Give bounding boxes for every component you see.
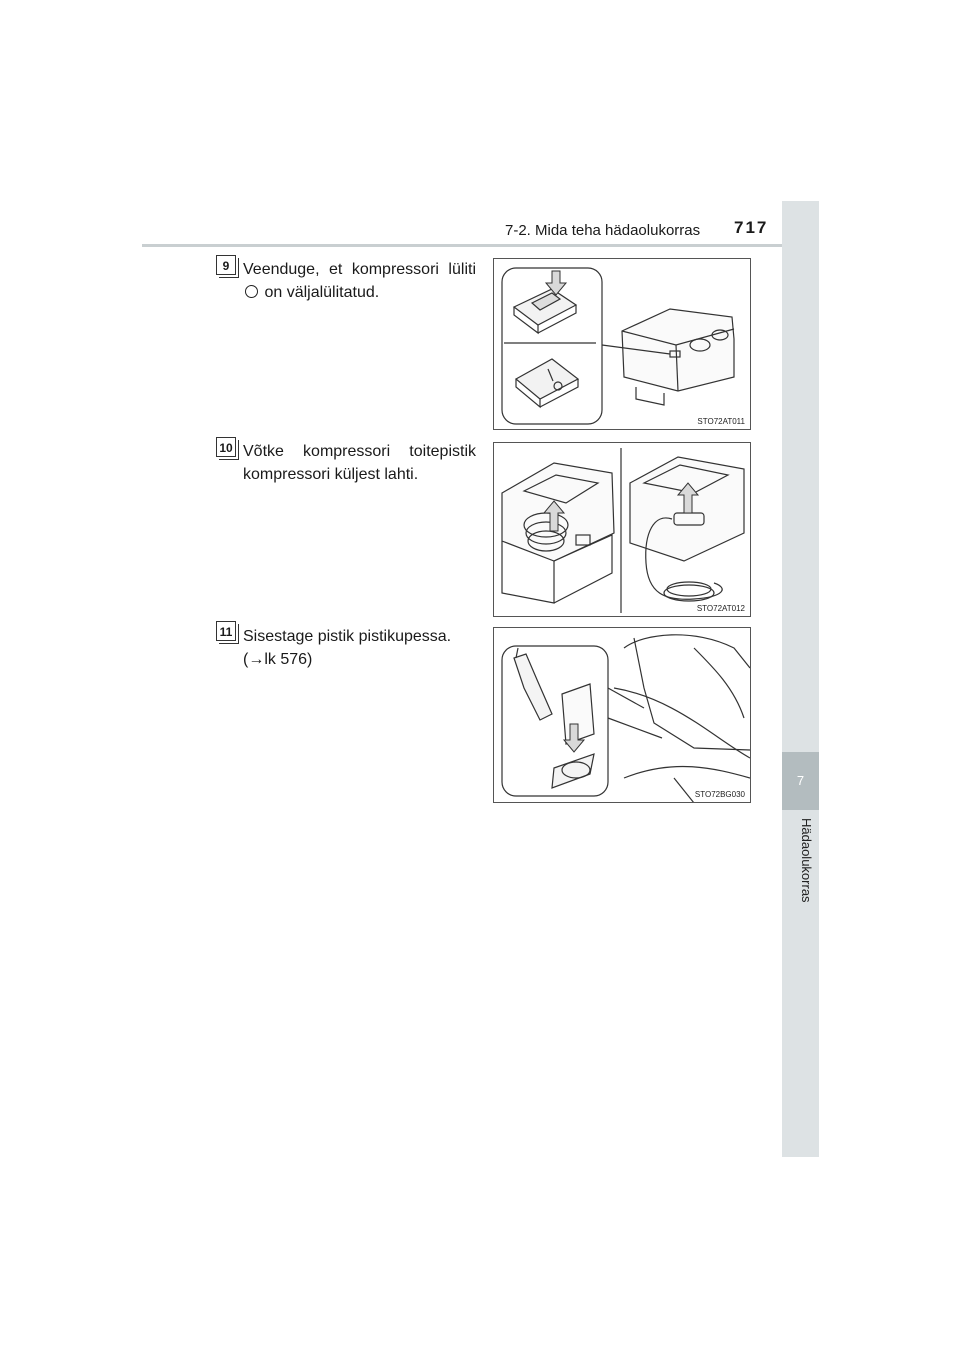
- chapter-number: 7: [782, 752, 819, 810]
- step-9-badge: 9: [216, 255, 236, 275]
- unplug-illustration: [494, 443, 751, 617]
- step-11-badge: 11: [216, 621, 236, 641]
- chapter-side-tab: [782, 201, 819, 1157]
- header-divider: [142, 244, 819, 247]
- step-11-text: [243, 625, 476, 671]
- figure-code-11: STO72BG030: [694, 790, 745, 799]
- step-11-text-main: Sisestage pistik pistikupessa.: [243, 628, 452, 645]
- step-11-page-reference: (→lk 576): [243, 651, 313, 668]
- step-9-text-before: Veenduge, et kompressori lüliti: [243, 261, 476, 278]
- insert-plug-illustration: [494, 628, 751, 803]
- figure-code-9: STO72AT011: [697, 417, 745, 426]
- chapter-label: Hädaolukorras: [799, 818, 814, 903]
- figure-unplug-power-plug: [493, 442, 751, 617]
- step-9-text-after: on väljalülitatud.: [264, 284, 380, 301]
- step-10-badge: 10: [216, 437, 236, 457]
- figure-insert-plug: [493, 627, 751, 803]
- step-9-text: [243, 258, 476, 304]
- page-number: 717: [734, 218, 769, 237]
- section-title: 7-2. Mida teha hädaolukorras: [505, 222, 701, 239]
- circle-off-symbol-icon: [245, 285, 258, 298]
- figure-code-10: STO72AT012: [696, 604, 745, 613]
- compressor-switch-illustration: [494, 259, 751, 430]
- step-10-text: Võtke kompressori toitepistik kompressori küljest lahti.: [243, 443, 476, 483]
- figure-compressor-switch: [493, 258, 751, 430]
